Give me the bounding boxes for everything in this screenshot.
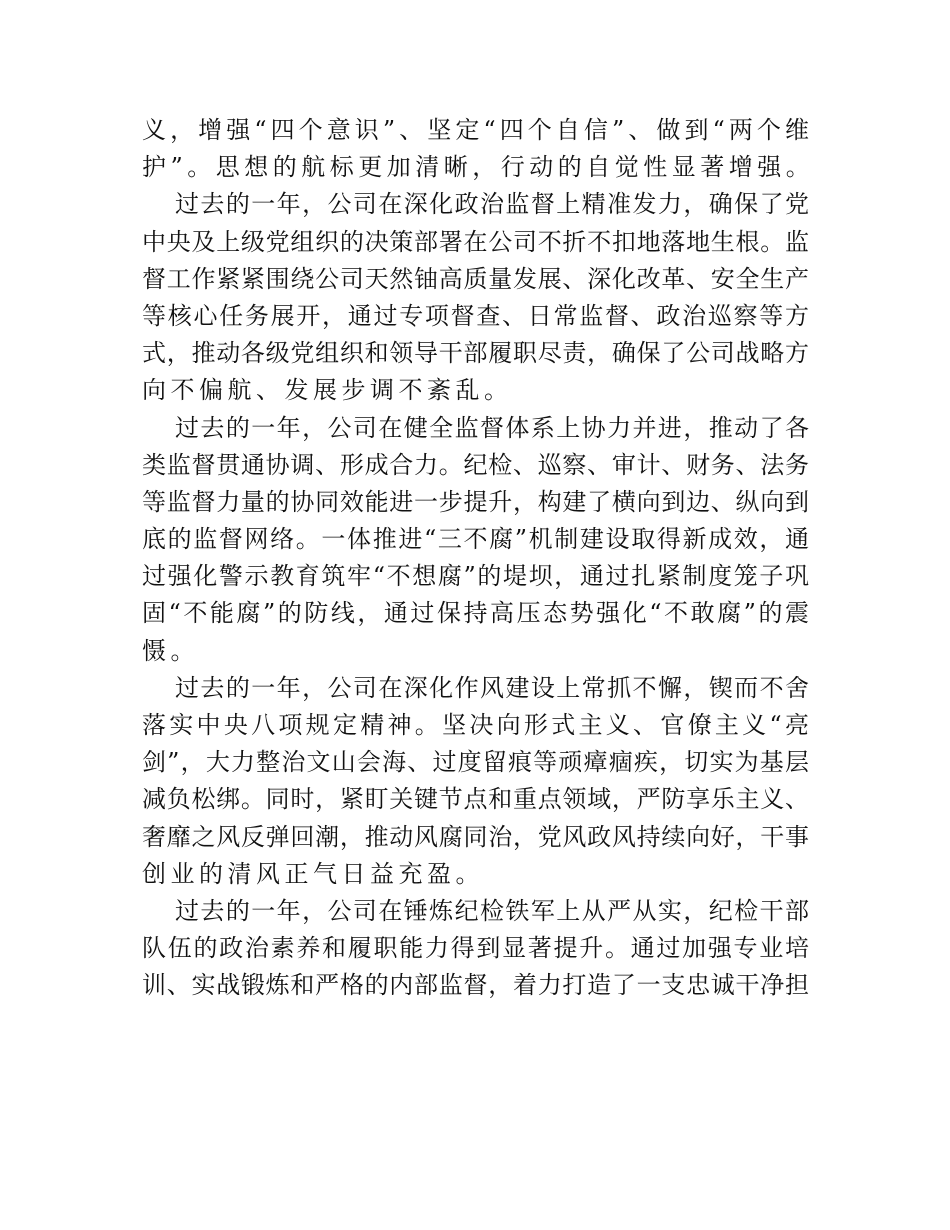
- text-line: 式，推动各级党组织和领导干部履职尽责，确保了公司战略方: [142, 339, 809, 368]
- text-line: 过去的一年，公司在深化政治监督上精准发力，确保了党: [175, 190, 809, 219]
- text-line: 护”。思想的航标更加清晰，行动的自觉性显著增强。: [142, 153, 815, 182]
- text-line: 督工作紧紧围绕公司天然铀高质量发展、深化改革、安全生产: [142, 264, 809, 293]
- text-line: 向不偏航、发展步调不紊乱。: [142, 376, 513, 405]
- document-page: [142, 112, 815, 1005]
- text-line: 奢靡之风反弹回潮，推动风腐同治，党风政风持续向好，干事: [142, 822, 809, 851]
- text-line: 训、实战锻炼和严格的内部监督，着力打造了一支忠诚干净担: [142, 971, 809, 1000]
- text-line: 过去的一年，公司在健全监督体系上协力并进，推动了各: [175, 413, 809, 442]
- text-line: 创业的清风正气日益充盈。: [142, 859, 484, 888]
- text-line: 落实中央八项规定精神。坚决向形式主义、官僚主义“亮: [142, 711, 809, 739]
- text-line: 慑。: [142, 636, 199, 665]
- text-line: 中央及上级党组织的决策部署在公司不折不扣地落地生根。监: [142, 227, 809, 256]
- text-line: 队伍的政治素养和履职能力得到显著提升。通过加强专业培: [142, 934, 809, 963]
- text-line: 固“不能腐”的防线，通过保持高压态势强化“不敢腐”的震: [142, 599, 809, 628]
- text-line: 过去的一年，公司在深化作风建设上常抓不懈，锲而不舍: [175, 673, 809, 702]
- text-line: 义，增强“四个意识”、坚定“四个自信”、做到“两个维: [142, 116, 809, 144]
- text-line: 类监督贯通协调、形成合力。纪检、巡察、审计、财务、法务: [142, 450, 809, 479]
- text-line: 等核心任务展开，通过专项督查、日常监督、政治巡察等方: [142, 301, 809, 330]
- text-line: 过去的一年，公司在锤炼纪检铁军上从严从实，纪检干部: [175, 896, 809, 925]
- text-line: 过强化警示教育筑牢“不想腐”的堤坝，通过扎紧制度笼子巩: [142, 562, 809, 591]
- text-line: 剑”，大力整治文山会海、过度留痕等顽瘴痼疾，切实为基层: [142, 748, 809, 777]
- text-line: 底的监督网络。一体推进“三不腐”机制建设取得新成效，通: [142, 525, 809, 554]
- text-line: 等监督力量的协同效能进一步提升，构建了横向到边、纵向到: [142, 487, 809, 516]
- text-line: 减负松绑。同时，紧盯关键节点和重点领域，严防享乐主义、: [142, 785, 809, 814]
